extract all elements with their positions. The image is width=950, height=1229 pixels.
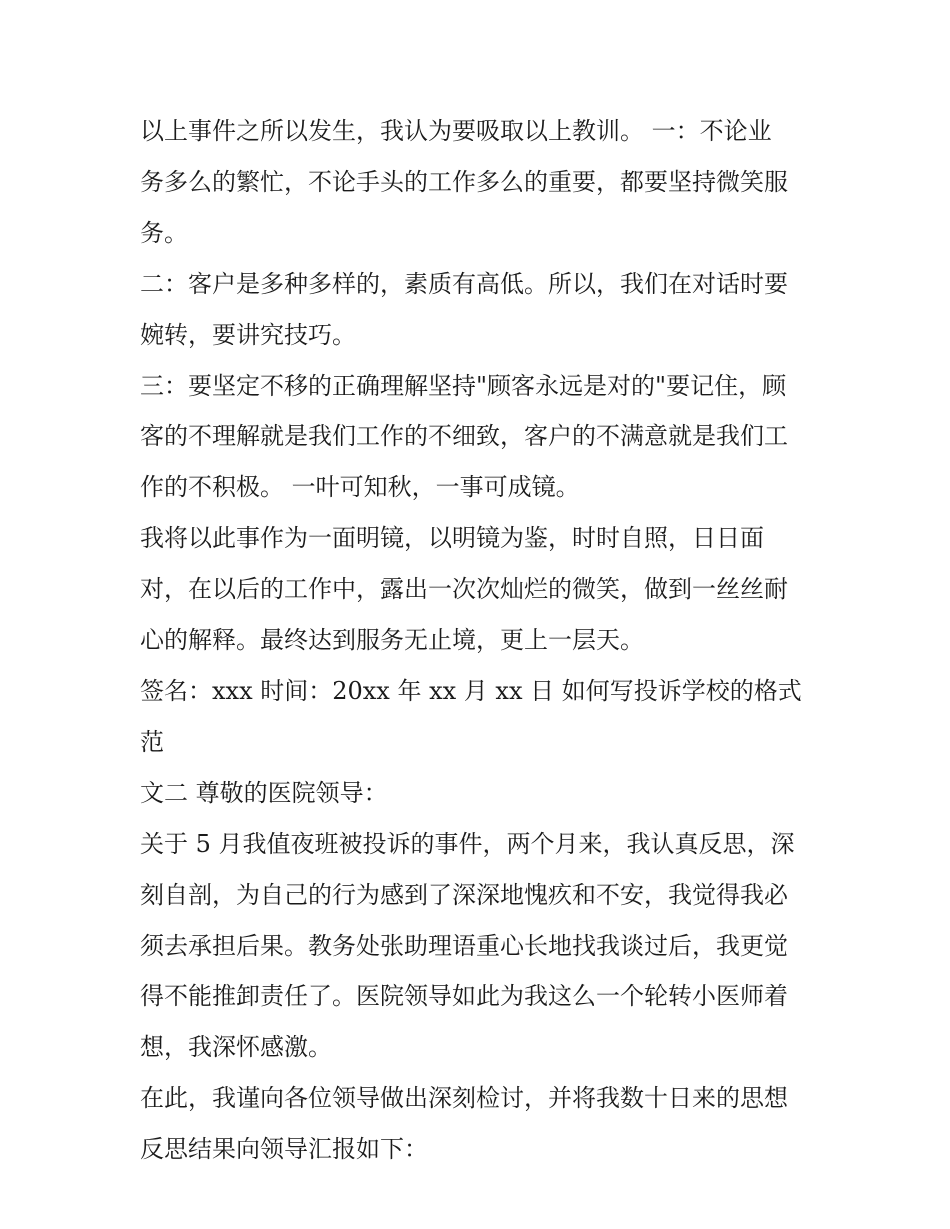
text-line: 得不能推卸责任了。医院领导如此为我这么一个轮转小医师着 [140, 982, 788, 1011]
text-line: 文二 尊敬的医院领导： [140, 778, 388, 807]
text-line: 务多么的繁忙，不论手头的工作多么的重要，都要坚持微笑服 [140, 167, 788, 196]
paragraph-point-two [140, 259, 812, 361]
text-line: 务。 [140, 218, 188, 247]
text-line: 对，在以后的工作中，露出一次次灿烂的微笑，做到一丝丝耐 [140, 575, 788, 604]
text-line: 须去承担后果。教务处张助理语重心长地找我谈过后，我更觉 [140, 931, 788, 960]
text-line: 我将以此事作为一面明镜，以明镜为鉴，时时自照，日日面 [140, 524, 764, 553]
text-line: 作的不积极。 一叶可知秋，一事可成镜。 [140, 473, 580, 502]
text-line: 婉转，要讲究技巧。 [140, 320, 356, 349]
paragraph-incident [140, 819, 812, 1074]
paragraph-lessons-intro [140, 106, 812, 259]
text-line: 心的解释。最终达到服务无止境，更上一层天。 [140, 626, 644, 655]
text-line: 关于 5 月我值夜班被投诉的事件，两个月来，我认真反思，深 [140, 829, 795, 858]
text-line: 在此，我谨向各位领导做出深刻检讨，并将我数十日来的思想 [140, 1084, 788, 1113]
text-line: 刻自剖，为自己的行为感到了深深地愧疚和不安，我觉得我必 [140, 880, 788, 909]
paragraph-report [140, 1073, 812, 1175]
text-line: 签名：xxx 时间：20xx 年 xx 月 xx 日 如何写投诉学校的格式范 [140, 676, 802, 756]
paragraph-signature [140, 666, 812, 819]
text-line: 三：要坚定不移的正确理解坚持"顾客永远是对的"要记住，顾 [140, 371, 787, 400]
text-line: 以上事件之所以发生，我认为要吸取以上教训。 一：不论业 [140, 117, 772, 145]
paragraph-point-three [140, 361, 812, 514]
text-line: 想，我深怀感激。 [140, 1033, 332, 1062]
document-body [140, 106, 812, 1175]
text-line: 二：客户是多种多样的，素质有高低。所以，我们在对话时要 [140, 269, 788, 298]
text-line: 客的不理解就是我们工作的不细致，客户的不满意就是我们工 [140, 422, 788, 451]
text-line: 反思结果向领导汇报如下： [140, 1135, 428, 1164]
paragraph-mirror [140, 513, 812, 666]
